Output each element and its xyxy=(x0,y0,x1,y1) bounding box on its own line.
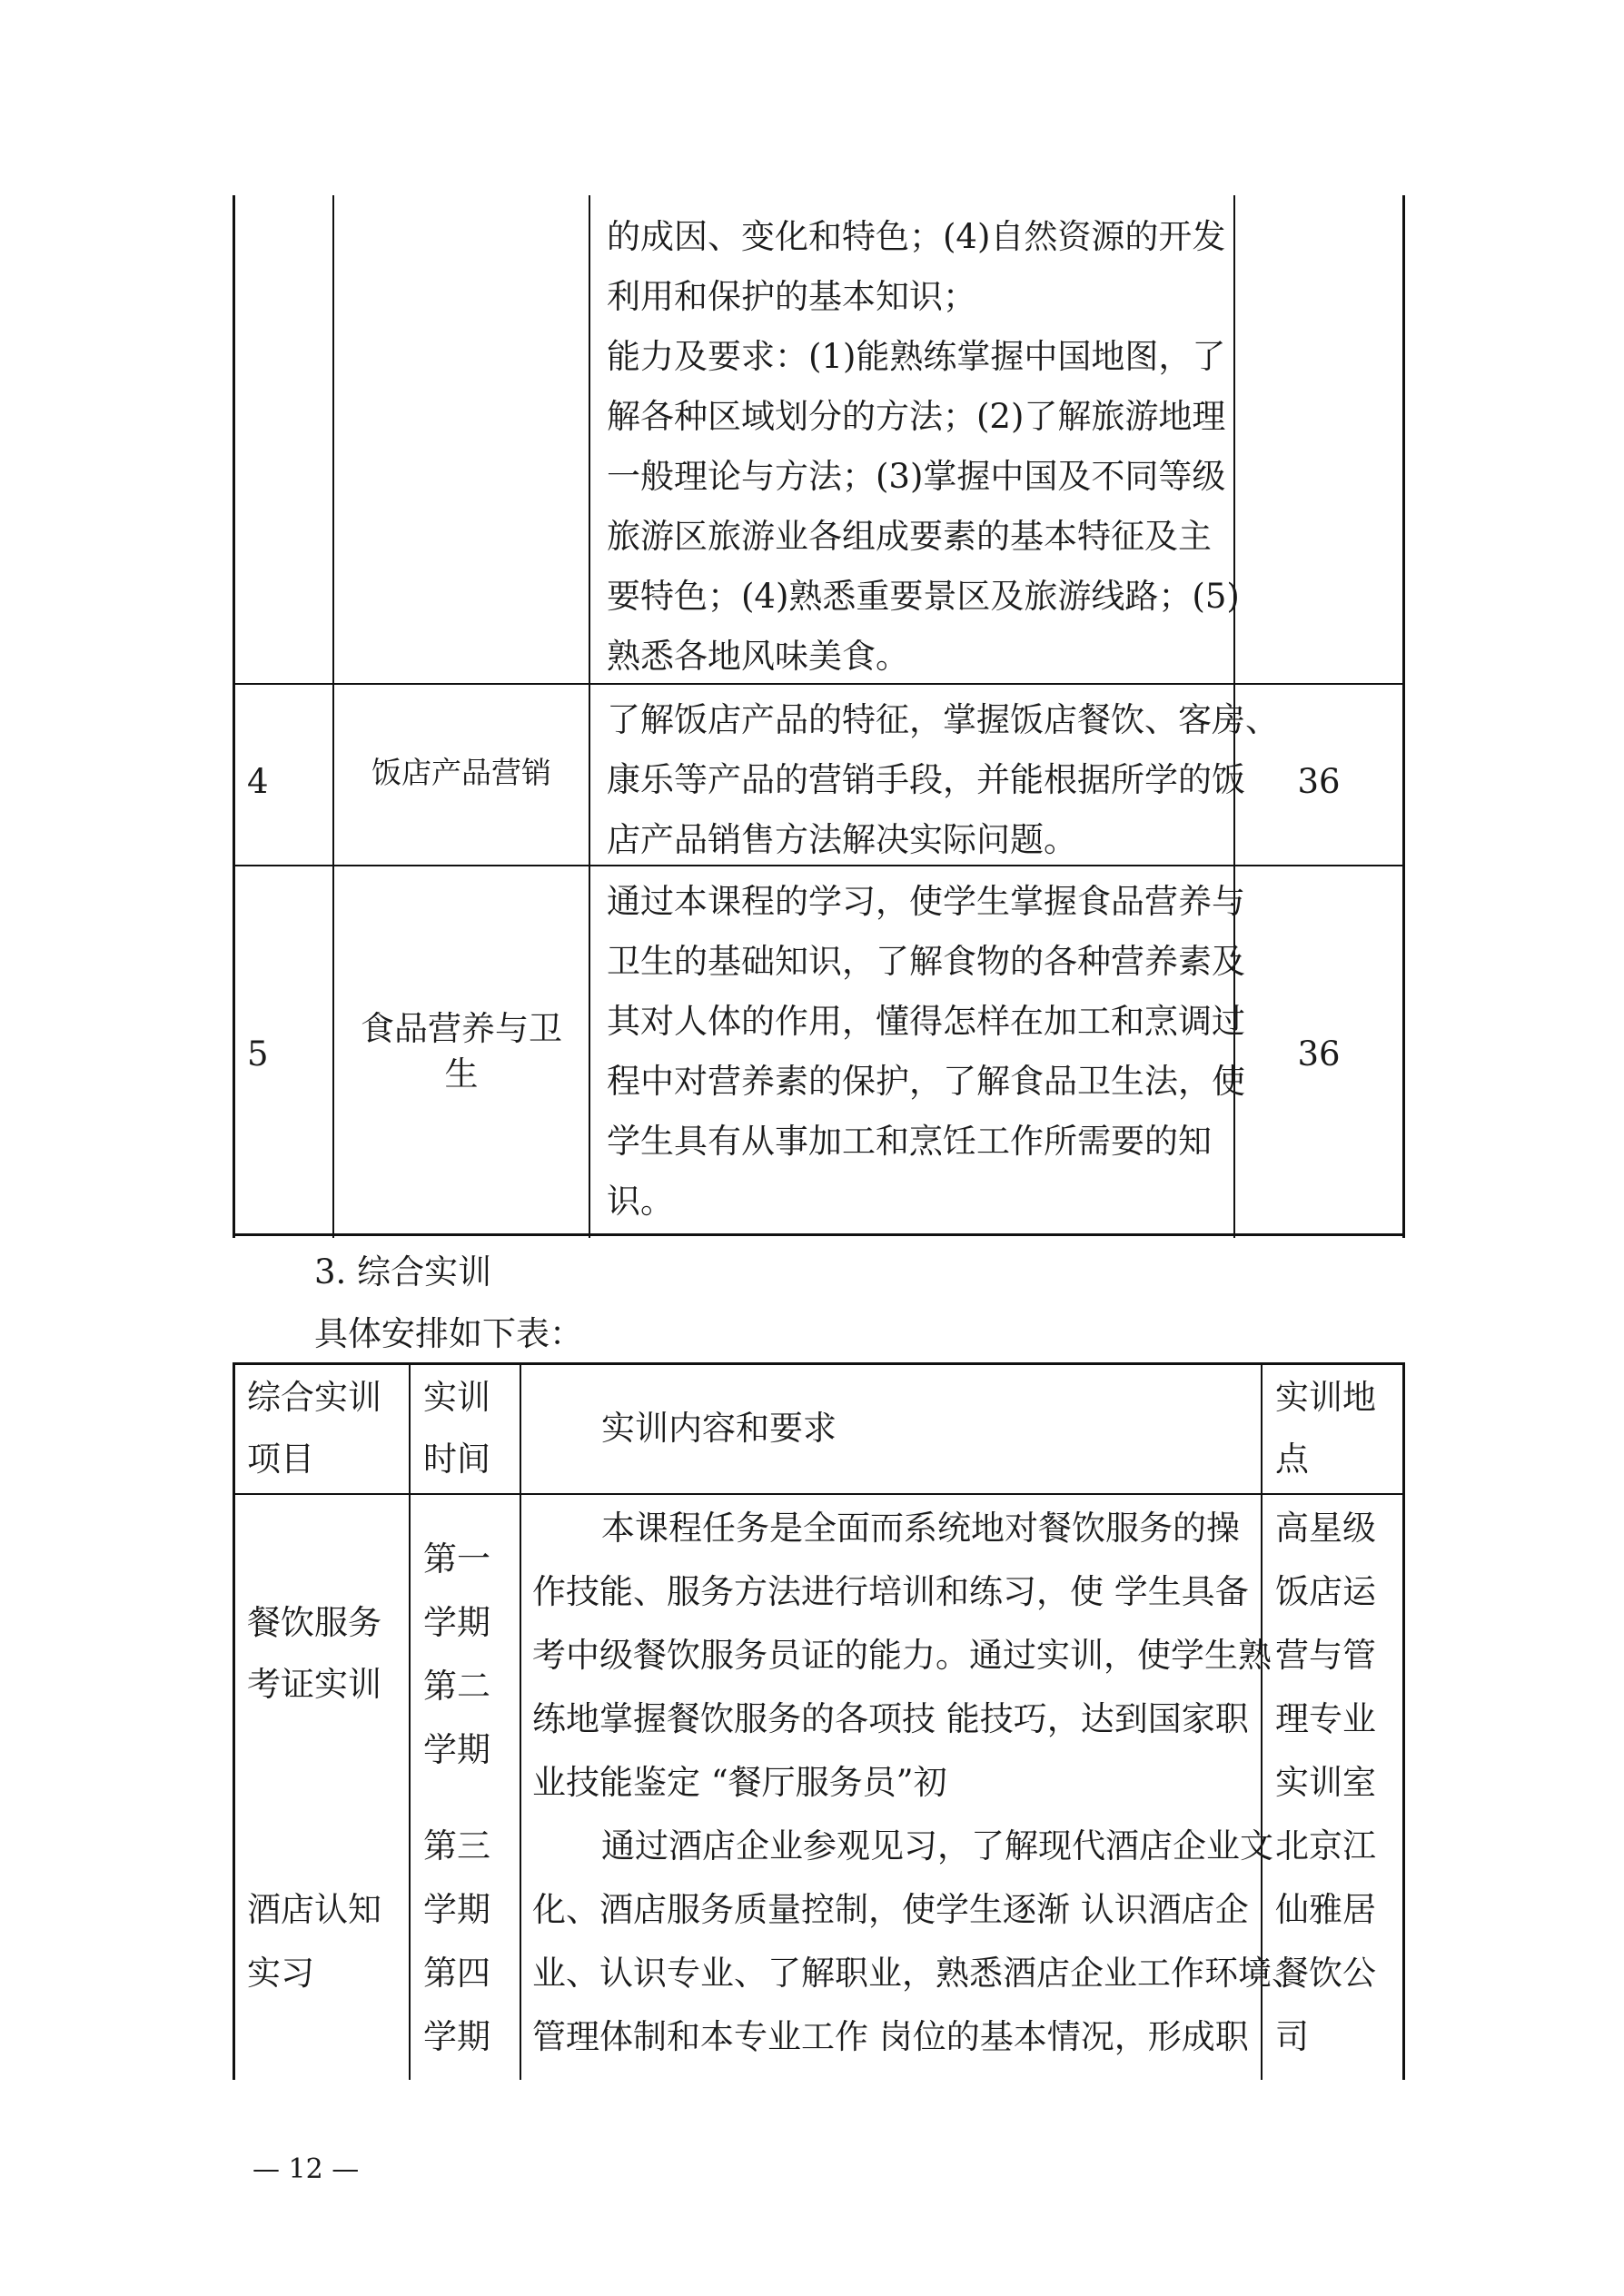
content-line: 其对人体的作用，懂得怎样在加工和烹调过 xyxy=(607,1002,1245,1041)
training-location: 饭店运 xyxy=(1275,1572,1376,1611)
table-border xyxy=(233,1493,1405,1495)
table-border xyxy=(233,1362,235,2080)
section-heading: 3. 综合实训 xyxy=(314,1252,492,1292)
content-line: 业技能鉴定 “餐厅服务员”初 xyxy=(532,1763,947,1802)
content-line: 考中级餐饮服务员证的能力。通过实训，使学生熟 xyxy=(532,1636,1272,1675)
course-hours: 36 xyxy=(1297,762,1341,801)
header-location: 点 xyxy=(1275,1440,1309,1479)
table-border xyxy=(520,1362,521,2080)
course-hours: 36 xyxy=(1297,1034,1341,1074)
header-location: 实训地 xyxy=(1275,1378,1376,1417)
project-name: 实习 xyxy=(247,1954,314,1993)
header-project: 综合实训 xyxy=(247,1378,381,1417)
training-time: 第三 xyxy=(423,1826,490,1866)
table-border xyxy=(233,1362,1405,1365)
header-time: 实训 xyxy=(423,1378,490,1417)
section-intro: 具体安排如下表： xyxy=(314,1314,583,1353)
content-line: 康乐等产品的营销手段，并能根据所学的饭 xyxy=(607,760,1245,799)
training-time: 学期 xyxy=(423,1890,490,1929)
training-location: 餐饮公 xyxy=(1275,1954,1376,1993)
content-line: 通过酒店企业参观见习，了解现代酒店企业文 xyxy=(601,1826,1273,1866)
content-line: 一般理论与方法；(3)掌握中国及不同等级 xyxy=(607,457,1226,496)
content-line: 作技能、服务方法进行培训和练习，使 学生具备 xyxy=(532,1572,1249,1611)
header-time: 时间 xyxy=(423,1440,490,1479)
content-line: 练地掌握餐饮服务的各项技 能技巧，达到国家职 xyxy=(532,1699,1249,1738)
content-line: 能力及要求：(1)能熟练掌握中国地图，了 xyxy=(607,337,1226,376)
row-index: 5 xyxy=(247,1034,269,1074)
content-line: 化、酒店服务质量控制，使学生逐渐 认识酒店企 xyxy=(532,1890,1249,1929)
table-border xyxy=(589,195,590,1238)
course-name: 生 xyxy=(444,1054,479,1094)
content-line: 了解饭店产品的特征，掌握饭店餐饮、客房、 xyxy=(607,700,1279,739)
training-location: 北京江 xyxy=(1275,1826,1376,1866)
training-location: 理专业 xyxy=(1275,1699,1376,1738)
training-location: 仙雅居 xyxy=(1275,1890,1376,1929)
training-location: 司 xyxy=(1275,2017,1309,2056)
content-line: 的成因、变化和特色；(4)自然资源的开发 xyxy=(607,217,1226,256)
content-line: 解各种区域划分的方法；(2)了解旅游地理 xyxy=(607,397,1226,436)
content-line: 本课程任务是全面而系统地对餐饮服务的操 xyxy=(601,1509,1240,1548)
header-content: 实训内容和要求 xyxy=(601,1409,837,1448)
training-time: 学期 xyxy=(423,1730,490,1769)
training-time: 学期 xyxy=(423,1603,490,1642)
content-line: 卫生的基础知识，了解食物的各种营养素及 xyxy=(607,942,1245,981)
training-location: 实训室 xyxy=(1275,1763,1376,1802)
project-name: 酒店认知 xyxy=(247,1890,381,1929)
table-border xyxy=(1402,195,1405,1238)
content-line: 店产品销售方法解决实际问题。 xyxy=(607,820,1077,859)
content-line: 识。 xyxy=(607,1182,674,1221)
table-border xyxy=(409,1362,411,2080)
content-line: 管理体制和本专业工作 岗位的基本情况，形成职 xyxy=(532,2017,1249,2056)
training-time: 第二 xyxy=(423,1667,490,1706)
content-line: 业、认识专业、了解职业，熟悉酒店企业工作环境、 xyxy=(532,1954,1305,1993)
content-line: 程中对营养素的保护，了解食品卫生法，使 xyxy=(607,1062,1245,1101)
training-time: 第一 xyxy=(423,1539,490,1578)
content-line: 要特色；(4)熟悉重要景区及旅游线路；(5) xyxy=(607,577,1240,616)
project-name: 考证实训 xyxy=(247,1665,381,1704)
training-time: 学期 xyxy=(423,2017,490,2056)
content-line: 利用和保护的基本知识； xyxy=(607,277,976,316)
training-location: 营与管 xyxy=(1275,1636,1376,1675)
content-line: 学生具有从事加工和烹饪工作所需要的知 xyxy=(607,1122,1212,1161)
header-project: 项目 xyxy=(247,1440,314,1479)
training-location: 高星级 xyxy=(1275,1509,1376,1548)
row-index: 4 xyxy=(247,762,269,801)
page-number: — 12 — xyxy=(253,2153,360,2185)
content-line: 旅游区旅游业各组成要素的基本特征及主 xyxy=(607,517,1212,556)
table-border xyxy=(1402,1362,1405,2080)
training-time: 第四 xyxy=(423,1954,490,1993)
content-line: 通过本课程的学习，使学生掌握食品营养与 xyxy=(607,882,1245,921)
project-name: 餐饮服务 xyxy=(247,1603,381,1642)
course-name: 饭店产品营销 xyxy=(371,755,551,790)
course-name: 食品营养与卫 xyxy=(361,1009,562,1048)
table-border xyxy=(233,195,235,1238)
table-border xyxy=(233,1233,1405,1236)
content-line: 熟悉各地风味美食。 xyxy=(607,637,909,676)
